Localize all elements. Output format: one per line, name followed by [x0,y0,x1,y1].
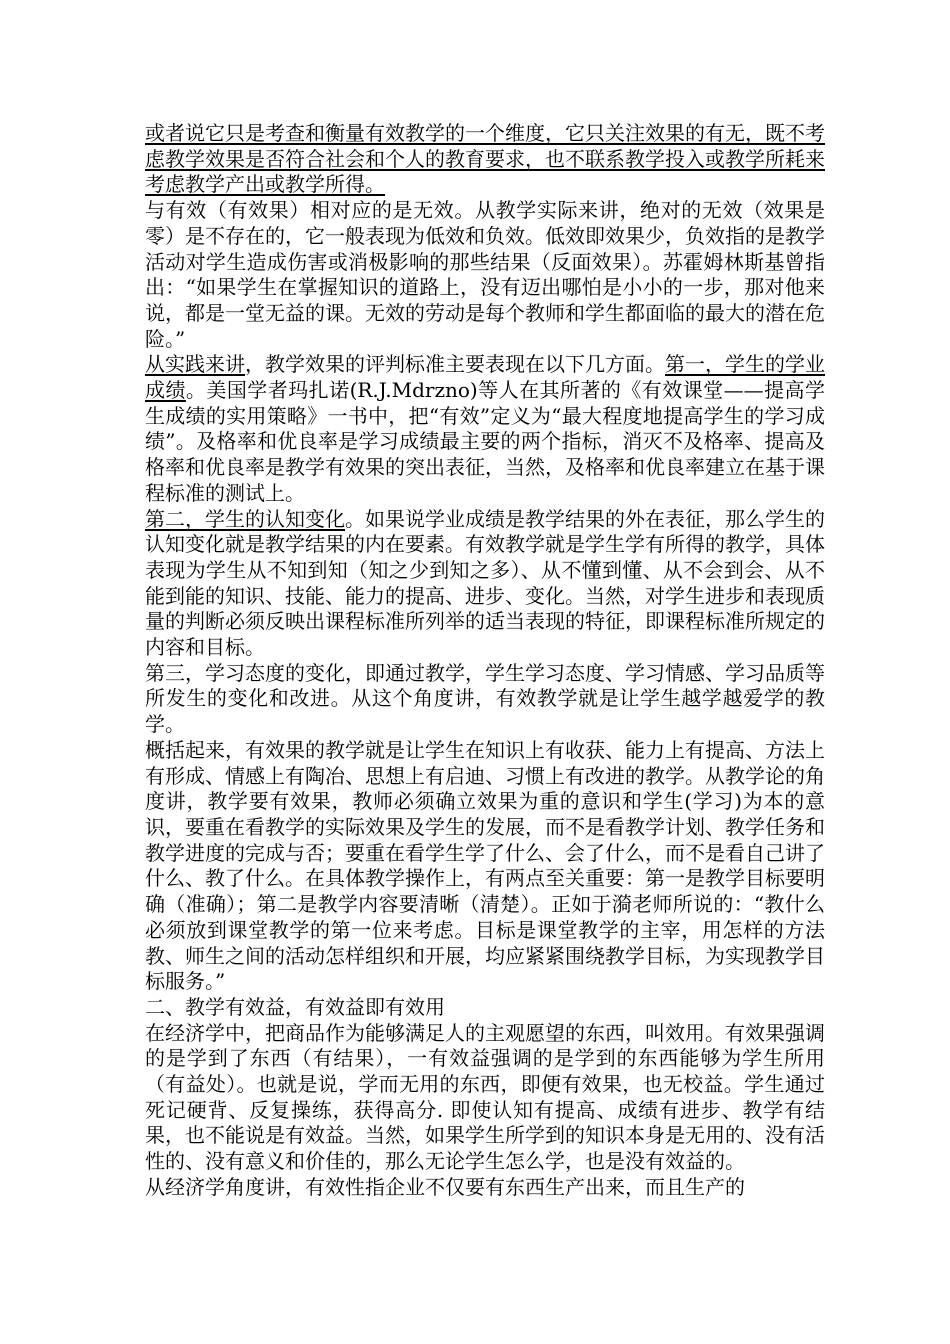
underlined-phrase: 第一，学生的学业成绩 [145,352,825,403]
paragraph-text: 。如果说学业成绩是教学结果的外在表征，那么学生的认知变化就是教学结果的内在要素。有效教学就是学生学有所得的教学，具体表现为学生从不知到知（知之少到知之多）、从不懂到懂、从不会到会、从不能到能的知识、技能、能力的提高、进步、变化。当然，对学生进步和表现质量的判断必须反映出课程标准所列举的适当表现的特征，即课程标准所规定的内容和目标。 [145,506,825,660]
section-heading: 二、教学有效益，有效益即有效用 [145,994,445,1019]
paragraph-cognitive-change [145,507,825,661]
paragraph-practice-criteria [145,352,825,506]
paragraph-ineffective: 与有效（有效果）相对应的是无效。从教学实际来讲，绝对的无效（效果是零）是不存在的，它一般表现为低效和负效。低效即效果少，负效指的是教学活动对学生造成伤害或消极影响的那些结果（反面效果）。苏霍姆林斯基曾指出：“如果学生在掌握知识的道路上，没有迈出哪怕是小小的一步，那对他来说，都是一堂无益的课。无效的劳动是每个教师和学生都面临的最大的潜在危险。” [145,198,825,351]
underlined-phrase: 从实践来讲 [145,352,245,377]
paragraph-effect-dimension: 或者说它只是考查和衡量有效教学的一个维度，它只关注效果的有无，既不考虑教学效果是否符合社会和个人的教育要求，也不联系教学投入或教学所耗来考虑教学产出或教学所得。 [145,121,825,197]
paragraph-text: ，教学效果的评判标准主要表现在以下几方面。 [245,352,665,377]
paragraph-utility: 在经济学中，把商品作为能够满足人的主观愿望的东西，叫效用。有效果强调的是学到了东西（有结果），一有效益强调的是学到的东西能够为学生所用（有益处）。也就是说，学而无用的东西，即便有效果，也无校益。学生通过死记硬背、反复操练，获得高分. 即使认知有提高、成绩有进步、教学有结果，也不能说是有效益。当然，如果学生所学到的知识本身是无用的、没有活性的、没有意义和价佳的，那么无论学生怎么学，也是没有效益的。 [145,1020,825,1174]
paragraph-attitude-change: 第三，学习态度的变化，即通过教学，学生学习态度、学习情感、学习品质等所发生的变化和改进。从这个角度讲，有效教学就是让学生越学越爱学的教学。 [145,660,825,737]
paragraph-summary: 概括起来，有效果的教学就是让学生在知识上有收获、能力上有提高、方法上有形成、情感上有陶冶、思想上有启迪、习惯上有改进的教学。从教学论的角度讲，教学要有效果，教师必须确立效果为重的意识和学生(学习)为本的意识，要重在看教学的实际效果及学生的发展，而不是看教学计划、教学任务和教学进度的完成与否；要重在看学生学了什么、会了什么，而不是看自己讲了什么、教了什么。在具体教学操作上，有两点至关重要：第一是教学目标要明确（准确）；第二是教学内容要清晰（清楚）。正如于漪老师所说的：“教什么必须放到课堂教学的第一位来考虑。目标是课堂教学的主宰，用怎样的方法教、师生之间的活动怎样组织和开展，均应紧紧围绕教学目标，为实现教学目标服务。” [145,737,825,994]
underlined-phrase: 第二，学生的认知变化 [145,506,345,531]
document-body [145,121,825,1201]
paragraph-text: 。美国学者玛扎诺(R.J.Mdrzno)等人在其所著的《有效课堂——提高学生成绩的实用策略》一书中，把“有效”定义为“最大程度地提高学生的学习成绩”。及格率和优良率是学习成绩最主要的两个指标，消灭不及格率、提高及格率和优良率是教学有效果的突出表征，当然，及格率和优良率建立在基于课程标准的测试上。 [145,378,825,505]
paragraph-economics: 从经济学角度讲，有效性指企业不仅要有东西生产出来，而且生产的 [145,1174,745,1199]
